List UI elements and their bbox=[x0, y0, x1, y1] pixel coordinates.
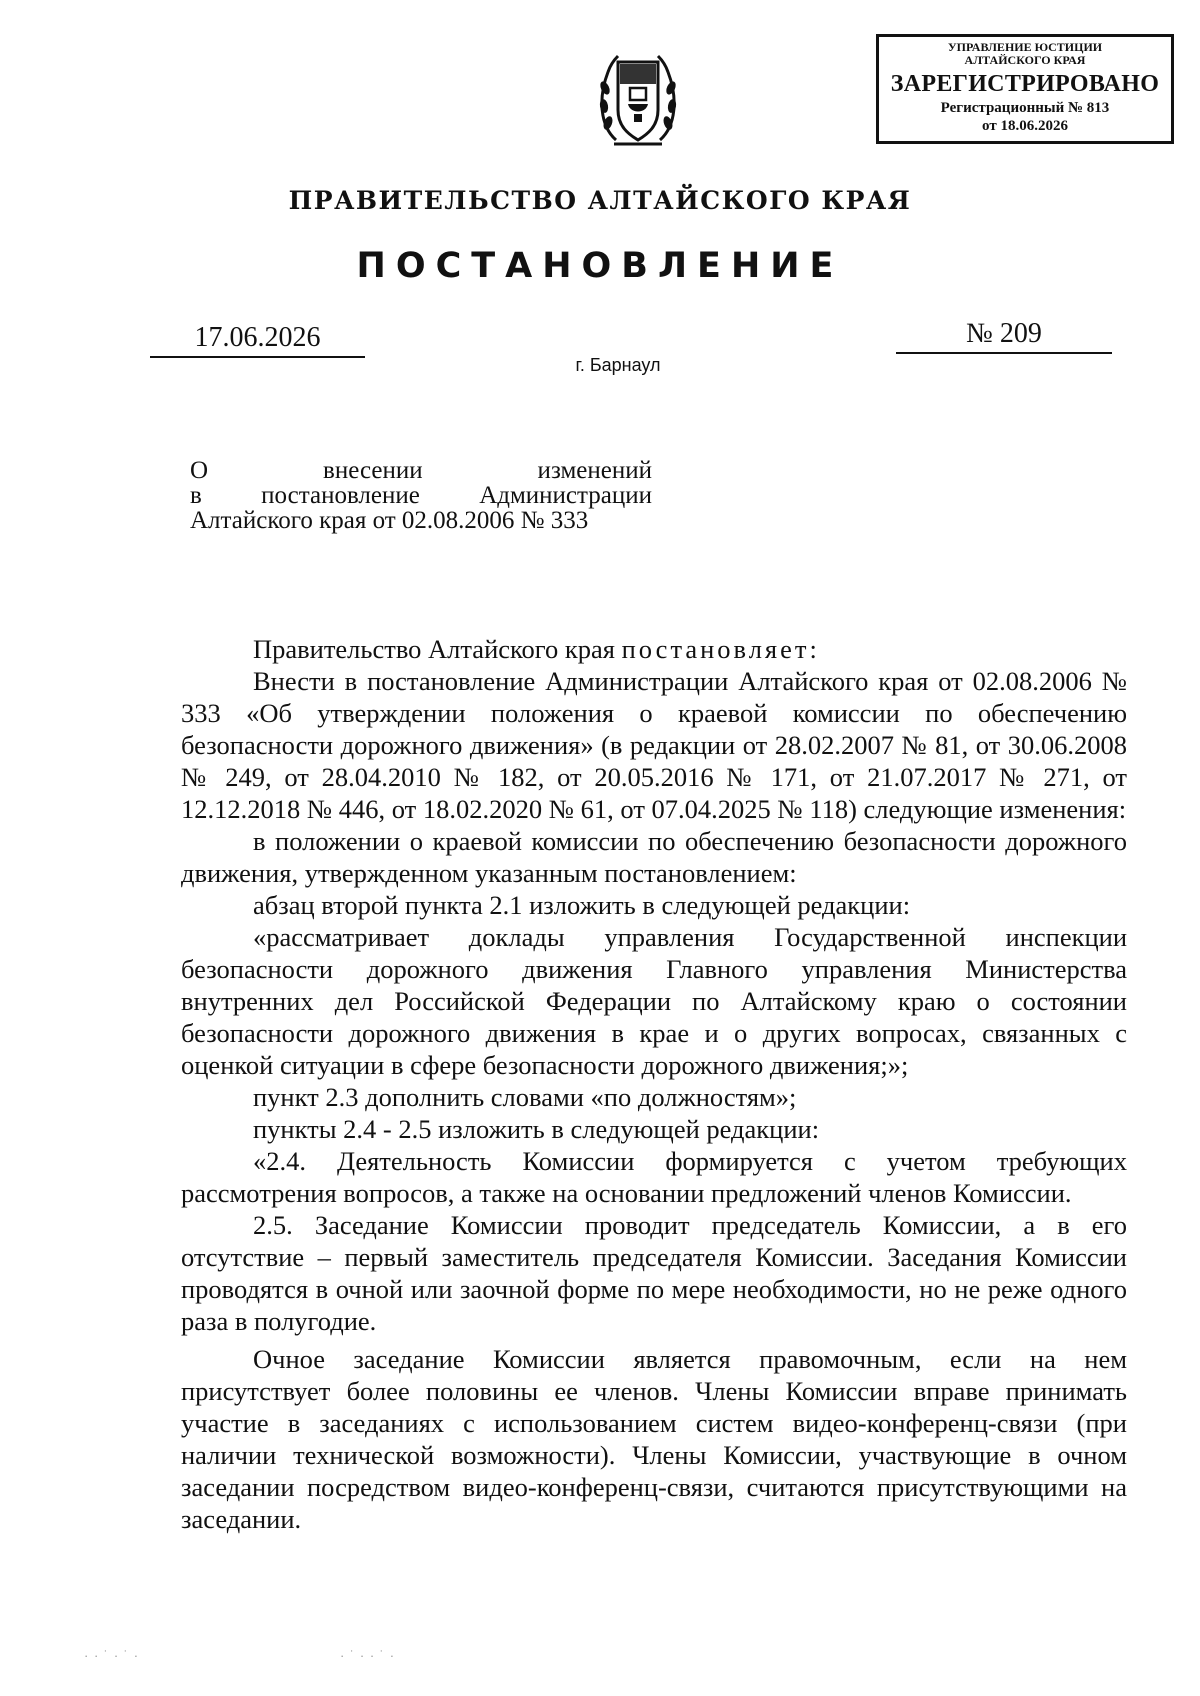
body-paragraph-1 bbox=[181, 633, 1127, 665]
body-paragraph-6: пункт 2.3 дополнить словами «по должностям»; bbox=[253, 1082, 797, 1112]
subject-line-3: Алтайского края от 02.08.2006 № 333 bbox=[190, 507, 589, 534]
scan-noise-left: · · ˙ · ˙ · bbox=[84, 1648, 140, 1663]
government-title: ПРАВИТЕЛЬСТВО АЛТАЙСКОГО КРАЯ bbox=[288, 186, 912, 215]
body-paragraph-7: пункты 2.4 - 2.5 изложить в следующей редакции: bbox=[253, 1114, 820, 1144]
stamp-status: ЗАРЕГИСТРИРОВАНО bbox=[890, 71, 1160, 97]
stamp-authority-line2: АЛТАЙСКОГО КРАЯ bbox=[964, 53, 1086, 67]
body-p1-lead: Правительство Алтайского края bbox=[253, 634, 622, 664]
document-type-title: ПОСТАНОВЛЕНИЕ bbox=[356, 246, 844, 286]
body-paragraph-3: в положении о краевой комиссии по обеспечению безопасности дорожного движения, утвержденном указанным постановлением: bbox=[181, 826, 1127, 888]
body-paragraph-5: «рассматривает доклады управления Государственной инспекции безопасности дорожного движения Главного управления Министерства внутренних дел Российской Федерации по Алтайскому краю о состоянии безопасности дорожного движения в крае и о других вопросах, связанных с оценкой ситуации в сфере безопасности дорожного движения;»; bbox=[181, 922, 1127, 1080]
body-paragraph-9: 2.5. Заседание Комиссии проводит председатель Комиссии, а в его отсутствие – первый заместитель председателя Комиссии. Заседания Комиссии проводятся в очной или заочной форме по мере необходимости, но не реже одного раза в полугодие. bbox=[181, 1210, 1127, 1336]
document-subject bbox=[190, 458, 652, 533]
body-paragraph-2: Внести в постановление Администрации Алтайского края от 02.08.2006 № 333 «Об утверждении положения о краевой комиссии по обеспечению безопасности дорожного движения» (в редакции от 28.02.2007 № 81, от 30.06.2008 № 249, от 28.04.2010 № 182, от 20.05.2016 № 171, от 21.07.2017 № 271, от 12.12.2018 № 446, от 18.02.2020 № 61, от 07.04.2025 № 118) следующие изменения: bbox=[181, 666, 1127, 824]
body-paragraph-4: абзац второй пункта 2.1 изложить в следующей редакции: bbox=[253, 890, 911, 920]
scan-noise-right: · ˙ · · ˙ · bbox=[340, 1648, 396, 1663]
body-paragraph-8: «2.4. Деятельность Комиссии формируется с учетом требующих рассмотрения вопросов, а также на основании предложений членов Комиссии. bbox=[181, 1146, 1127, 1208]
stamp-reg-number: Регистрационный № 813 bbox=[940, 100, 1110, 116]
registration-stamp bbox=[876, 34, 1174, 144]
stamp-authority-line1: УПРАВЛЕНИЕ ЮСТИЦИИ bbox=[947, 40, 1103, 54]
document-city: г. Барнаул bbox=[575, 355, 661, 375]
coat-of-arms-icon bbox=[596, 48, 680, 152]
document-date: 17.06.2026 bbox=[150, 322, 365, 358]
body-p1-decree-word: постановляет: bbox=[621, 634, 820, 664]
body-paragraph-10: Очное заседание Комиссии является правомочным, если на нем присутствует более половины ее членов. Члены Комиссии вправе принимать участие в заседаниях с использованием систем видео-конференц-связи (при наличии технической возможности). Члены Комиссии, участвующие в очном заседании посредством видео-конференц-связи, считаются присутствующими на заседании. bbox=[181, 1344, 1127, 1534]
subject-line-2: в постановление Администрации bbox=[190, 482, 652, 509]
subject-line-1: О внесении изменений bbox=[190, 457, 652, 484]
document-body bbox=[181, 633, 1127, 1535]
document-number: № 209 bbox=[896, 318, 1112, 354]
stamp-reg-date: от 18.06.2026 bbox=[982, 118, 1068, 134]
